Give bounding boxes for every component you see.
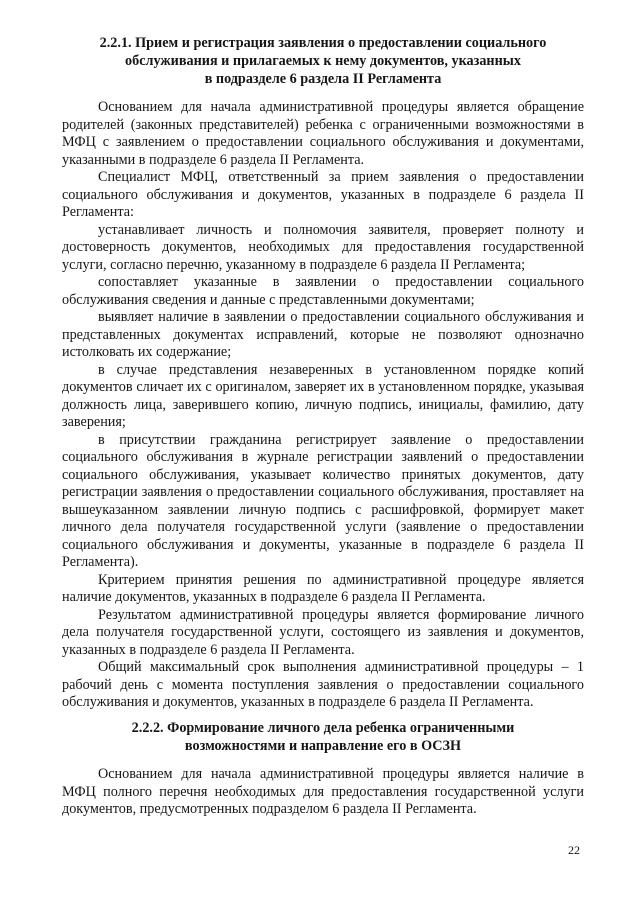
paragraph: в присутствии гражданина регистрирует заявление о предоставлении социального обслуживания в журнале регистрации заявлений о предоставлении социального обслуживания, указывает количество принятых документов, дату регистрации заявления о предоставлении социального обслуживания, проставляет на вышеуказанном заявлении личную подпись с расшифровкой, формирует макет личного дела получателя государственной услуги (заявление о предоставлении социального обслуживания и документы, указанные в подразделе 6 раздела II Регламента). — [62, 431, 584, 570]
paragraph: устанавливает личность и полномочия заявителя, проверяет полноту и достоверность документов, необходимых для предоставления государственной услуги, согласно перечню, указанному в подразделе 6 раздела II Регламента; — [62, 221, 584, 273]
heading-line: в подразделе 6 раздела II Регламента — [204, 71, 442, 87]
section-heading-2-2-2 — [62, 719, 584, 755]
section-2-2-2 — [62, 719, 584, 755]
heading-line: возможностями и направление его в ОСЗН — [184, 738, 462, 754]
heading-line: 2.2.1. Прием и регистрация заявления о предоставлении социального — [99, 35, 547, 51]
paragraph: сопоставляет указанные в заявлении о предоставлении социального обслуживания сведения и данные с представленными документами; — [62, 274, 584, 308]
section-2-2-1-body — [62, 99, 584, 712]
section-2-2-1 — [62, 34, 584, 88]
paragraph: Основанием для начала административной процедуры является наличие в МФЦ полного перечня необходимых для предоставления государственной услуги документов, предусмотренных подразделом 6 раздела II Регламента. — [62, 766, 584, 817]
section-2-2-2-body — [62, 766, 584, 819]
paragraph: Основанием для начала административной процедуры является обращение родителей (законных представителей) ребенка с ограниченными возможностями в МФЦ с заявлением о предоставлении социального обслуживания и документами, указанными в подразделе 6 раздела II Регламента. — [62, 99, 584, 168]
paragraph: Общий максимальный срок выполнения административной процедуры – 1 рабочий день с момента поступления заявления о предоставлении социального обслуживания и документов, указанных в подразделе 6 раздела II Регламента. — [62, 659, 584, 710]
page-number: 22 — [568, 843, 580, 857]
paragraph: выявляет наличие в заявлении о предоставлении социального обслуживания и представленных документах исправлений, которые не позволяют однозначно истолковать их содержание; — [62, 309, 584, 360]
paragraph: Критерием принятия решения по административной процедуре является наличие документов, указанных в подразделе 6 раздела II Регламента. — [62, 571, 584, 605]
paragraph: Результатом административной процедуры является формирование личного дела получателя государственной услуги, состоящего из заявления и документов, указанных в подразделе 6 раздела II Регламента. — [62, 606, 584, 658]
paragraph: Специалист МФЦ, ответственный за прием заявления о предоставлении социального обслуживания и документов, указанных в подразделе 6 раздела II Регламента: — [62, 169, 584, 220]
heading-line: 2.2.2. Формирование личного дела ребенка ограниченными — [131, 720, 515, 736]
paragraph: в случае представления незаверенных в установленном порядке копий документов сличает их с оригиналом, заверяет их в установленном порядке, указывая должность лица, заверившего копию, личную подпись, инициалы, фамилию, дату заверения; — [62, 361, 584, 430]
heading-line: обслуживания и прилагаемых к нему документов, указанных — [125, 53, 521, 69]
section-heading-2-2-1 — [62, 34, 584, 88]
